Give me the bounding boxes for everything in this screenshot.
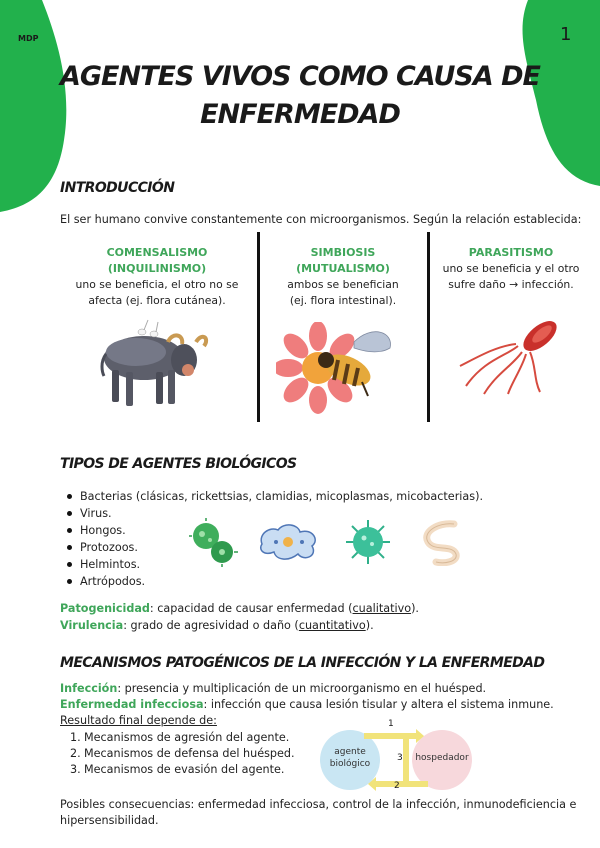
col-comensalismo xyxy=(62,245,252,309)
list-item: 1. Mecanismos de agresión del agente. xyxy=(70,731,290,744)
simbiosis-desc-1: ambos se benefician xyxy=(287,278,399,291)
intro-heading: INTRODUCCIÓN xyxy=(60,180,175,196)
diagram-label-3: 3 xyxy=(397,753,403,763)
col-parasitismo xyxy=(432,245,590,293)
buffalo-illustration xyxy=(98,312,210,412)
column-divider-2 xyxy=(427,232,430,422)
tipos-heading: TIPOS DE AGENTES BIOLÓGICOS xyxy=(60,456,297,472)
simbiosis-subtitle: (MUTUALISMO) xyxy=(296,262,390,275)
patogenicidad-line xyxy=(60,601,590,617)
list-item: Hongos. xyxy=(64,522,483,539)
page-title xyxy=(40,58,560,134)
patogenicidad-text: : capacidad de causar enfermedad ( xyxy=(149,602,353,615)
page-number: 1 xyxy=(560,24,572,45)
protozoo-icon xyxy=(258,522,320,562)
patogenicidad-end: ). xyxy=(411,602,419,615)
agente-label-2: biológico xyxy=(329,759,371,769)
virus-icon xyxy=(344,518,392,566)
enfermedad-text: : infección que causa lesión tisular y altera el sistema inmune. xyxy=(203,698,554,711)
title-line-2: ENFERMEDAD xyxy=(200,99,400,130)
corner-tag: MDP xyxy=(18,34,39,43)
consecuencias-line-2: hipersensibilidad. xyxy=(60,814,159,827)
parasitismo-title: PARASITISMO xyxy=(468,246,554,259)
virulencia-text: : grado de agresividad o daño ( xyxy=(123,619,299,632)
enfermedad-line xyxy=(60,697,595,713)
parasitismo-desc-1: uno se beneficia y el otro xyxy=(442,262,580,275)
hospedador-label: hospedador xyxy=(415,753,469,763)
worm-icon xyxy=(414,518,466,566)
list-item: Virus. xyxy=(64,505,483,522)
intro-text: El ser humano convive constantemente con microorganismos. Según la relación establecida: xyxy=(60,213,582,226)
simbiosis-desc-2: (ej. flora intestinal). xyxy=(289,294,397,307)
virulencia-end: ). xyxy=(365,619,374,632)
infeccion-text: : presencia y multiplicación de un microorganismo en el huésped. xyxy=(117,682,487,695)
agente-biologico-label xyxy=(320,746,380,770)
simbiosis-title: SIMBIOSIS xyxy=(310,246,376,259)
list-item: Bacterias (clásicas, rickettsias, clamidias, micoplasmas, micobacterias). xyxy=(64,488,483,505)
agente-label-1: agente xyxy=(334,747,366,757)
list-item: Helmintos. xyxy=(64,556,483,573)
infeccion-line xyxy=(60,681,590,697)
patogenicidad-term: Patogenicidad xyxy=(60,602,150,615)
comensalismo-desc-2: afecta (ej. flora cutánea). xyxy=(88,294,226,307)
diagram-label-1: 1 xyxy=(388,719,394,729)
enfermedad-term: Enfermedad infecciosa xyxy=(60,698,204,711)
list-item: Protozoos. xyxy=(64,539,483,556)
mecanismos-heading: MECANISMOS PATOGÉNICOS DE LA INFECCIÓN Y LA ENFERMEDAD xyxy=(60,655,545,671)
list-item: Artrópodos. xyxy=(64,573,483,590)
virulencia-type: cuantitativo xyxy=(298,619,366,632)
parasitismo-desc-2: sufre daño → infección. xyxy=(448,278,574,291)
title-line-1: AGENTES VIVOS COMO CAUSA DE xyxy=(60,61,540,92)
consecuencias-line-1: Posibles consecuencias: enfermedad infecciosa, control de la infección, inmunodeficiencia e xyxy=(60,798,577,811)
list-item: 2. Mecanismos de defensa del huésped. xyxy=(70,747,295,760)
virulencia-term: Virulencia xyxy=(60,619,124,632)
list-item: 3. Mecanismos de evasión del agente. xyxy=(70,763,285,776)
comensalismo-subtitle: (INQUILINISMO) xyxy=(107,262,207,275)
comensalismo-title: COMENSALISMO xyxy=(106,246,208,259)
bacteria-icon xyxy=(188,518,240,568)
flower-bee-illustration xyxy=(276,322,398,414)
patogenicidad-type: cualitativo xyxy=(352,602,412,615)
col-simbiosis xyxy=(262,245,424,309)
column-divider-1 xyxy=(257,232,260,422)
parasite-illustration xyxy=(456,316,566,396)
comensalismo-desc-1: uno se beneficia, el otro no se xyxy=(75,278,239,291)
infeccion-term: Infección xyxy=(60,682,118,695)
diagram-label-2: 2 xyxy=(394,781,400,791)
virulencia-line xyxy=(60,618,590,634)
resultado-label: Resultado final depende de: xyxy=(60,714,217,727)
mecanismos-list xyxy=(70,730,295,778)
